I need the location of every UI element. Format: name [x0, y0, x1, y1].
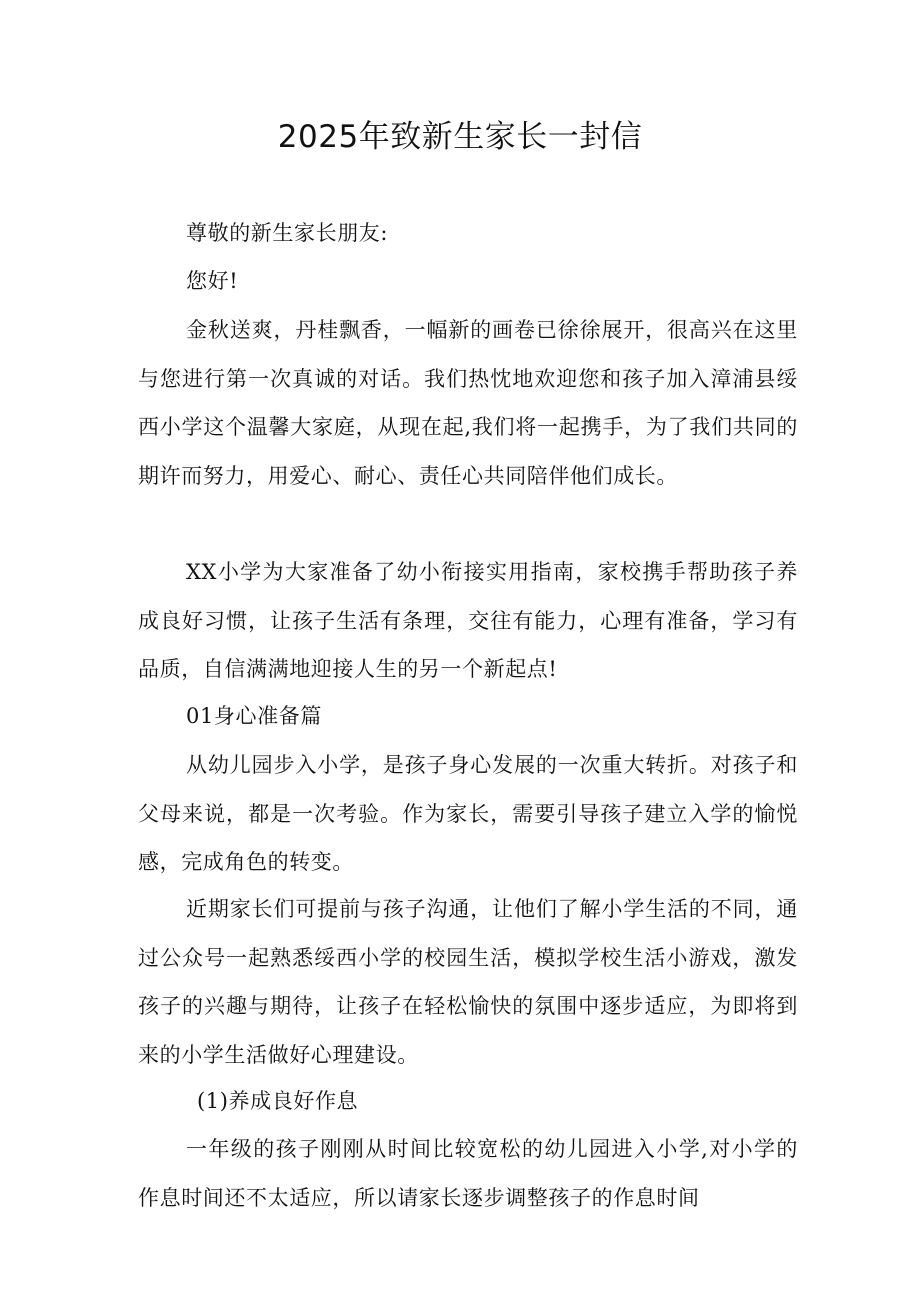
guide-paragraph: XX小学为大家准备了幼小衔接实用指南，家校携手帮助孩子养成良好习惯，让孩子生活有条理，交往有能力，心理有准备，学习有品质，自信满满地迎接人生的另一个新起点! [138, 560, 798, 681]
routine-paragraph: 一年级的孩子刚刚从时间比较宽松的幼儿园进入小学,对小学的作息时间还不太适应，所以请家长逐步调整孩子的作息时间 [138, 1137, 798, 1210]
document-title: 2025年致新生家长一封信 [277, 119, 643, 155]
salutation: 尊敬的新生家长朋友: [186, 221, 389, 245]
greeting: 您好! [186, 269, 239, 293]
welcome-paragraph: 金秋送爽，丹桂飘香，一幅新的画卷已徐徐展开，很高兴在这里与您进行第一次真诚的对话。我们热忱地欢迎您和孩子加入漳浦县绥西小学这个温馨大家庭，从现在起,我们将一起携手，为了我们共同的期许而努力，用爱心、耐心、责任心共同陪伴他们成长。 [138, 318, 798, 488]
section-heading: 01身心准备篇 [186, 704, 322, 728]
transition-paragraph: 从幼儿园步入小学，是孩子身心发展的一次重大转折。对孩子和父母来说，都是一次考验。作为家长，需要引导孩子建立入学的愉悦感，完成角色的转变。 [138, 753, 798, 874]
subheading: (1)养成良好作息 [197, 1089, 359, 1113]
preparation-paragraph: 近期家长们可提前与孩子沟通，让他们了解小学生活的不同，通过公众号一起熟悉绥西小学的校园生活，模拟学校生活小游戏，激发孩子的兴趣与期待，让孩子在轻松愉快的氛围中逐步适应，为即将到来的小学生活做好心理建设。 [138, 897, 798, 1067]
